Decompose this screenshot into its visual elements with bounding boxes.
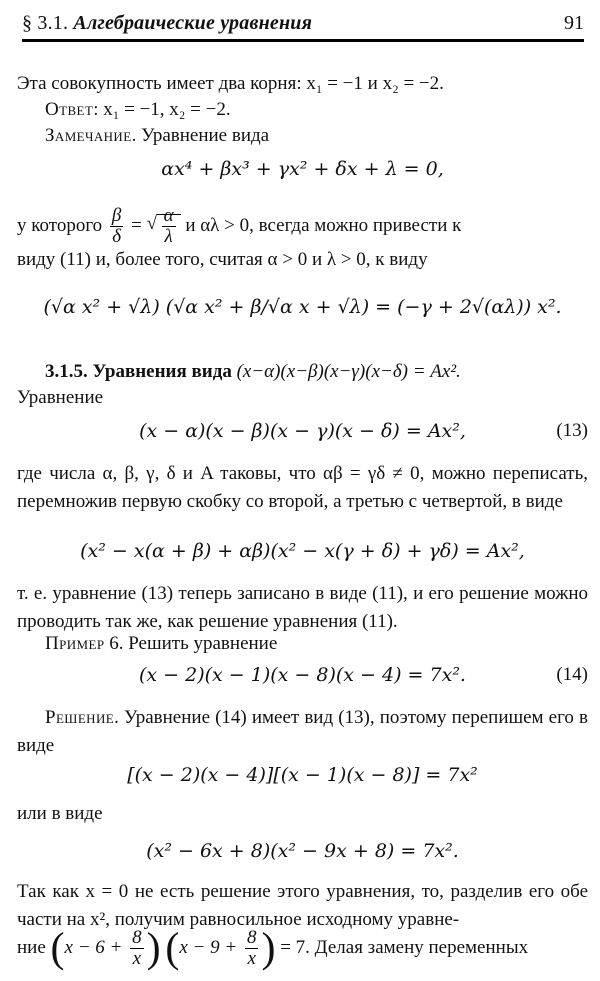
equation-14 — [17, 664, 588, 686]
paragraph-roots — [17, 70, 588, 98]
fraction-denominator: x — [247, 948, 256, 970]
condition-line — [17, 206, 588, 247]
example-text: 6. Решить уравнение — [104, 633, 278, 654]
equation-rewrite — [17, 540, 588, 562]
equation-intro-text: Уравнение — [17, 387, 104, 408]
last-text-b: = 7. Делая замену переменных — [280, 937, 529, 958]
fraction-denominator: δ — [112, 226, 122, 248]
equation-or — [17, 840, 588, 862]
equation-13-number: (13) — [556, 420, 588, 441]
equation-square-brackets-text: [(x − 2)(x − 4)][(x − 1)(x − 8)] = 7x² — [127, 764, 478, 786]
fraction-alpha-lambda — [162, 206, 176, 247]
last-line — [17, 924, 588, 972]
remark-text: . Уравнение вида — [131, 125, 270, 146]
equation-or-text: (x² − 6x + 8)(x² − 9x + 8) = 7x². — [146, 840, 459, 862]
equation-13 — [17, 420, 588, 442]
solution-text: . Уравнение (14) имеет вид (13), поэтому перепишем его в виде — [17, 707, 588, 756]
remark-label: Замечание — [45, 125, 132, 146]
right-paren-1: ) — [146, 925, 161, 972]
fraction-beta-delta — [110, 206, 123, 247]
example-label: Пример — [45, 633, 105, 654]
equation-rewrite-text: (x² − x(α + β) + αβ)(x² − x(γ + δ) + γδ) = Ax², — [80, 540, 525, 562]
fraction-numerator: β — [111, 205, 122, 227]
equals-sign: = — [131, 215, 142, 236]
since-text: Так как x = 0 не есть решение этого уравнения, то, разделив его обе части на x², получим равносильное исходному уравне- — [17, 881, 588, 930]
fraction-numerator: 8 — [246, 927, 257, 949]
paragraph-te — [17, 580, 588, 636]
answer-text: : x₁ = −1, x₂ = −2. — [93, 99, 231, 120]
page-number: 91 — [564, 12, 584, 34]
fraction-8-x-2 — [245, 928, 259, 969]
or-line — [17, 800, 588, 828]
te-text: т. е. уравнение (13) теперь записано в виде (11), и его решение можно проводить так же, как решение уравнения (11). — [17, 583, 588, 632]
subsection-formula: (x−α)(x−β)(x−γ)(x−δ) = Ax². — [236, 361, 461, 382]
fraction-denominator: λ — [164, 226, 173, 248]
condition-text-a: у которого — [17, 215, 103, 236]
subsection-number: 3.1.5. — [45, 361, 88, 382]
paragraph-where — [17, 460, 588, 516]
right-paren-2: ) — [261, 925, 276, 972]
left-paren-2: ( — [165, 925, 180, 972]
roots-text: Эта совокупность имеет два корня: x₁ = −1 и x₂ = −2. — [17, 73, 444, 94]
subsection-heading — [17, 358, 588, 386]
solution-paragraph — [17, 704, 588, 760]
condition-text-b: и αλ > 0, всегда можно привести к — [185, 215, 462, 236]
equation-form — [17, 296, 588, 318]
solution-label: Решение — [45, 707, 115, 728]
answer-label: Ответ — [45, 99, 94, 120]
condition-text-c: виду (11) и, более того, считая α > 0 и λ > 0, к виду — [17, 249, 428, 270]
equation-square-brackets — [17, 764, 588, 786]
equation-remark-text: αx⁴ + βx³ + γx² + δx + λ = 0, — [161, 158, 444, 180]
sqrt-fraction — [147, 206, 181, 247]
equation-14-number: (14) — [556, 664, 588, 685]
header-section-title: Алгебраические уравнения — [73, 12, 313, 34]
header-section-number: § 3.1. — [22, 12, 69, 34]
condition-line-2 — [17, 246, 588, 274]
last-text-a: ние — [17, 937, 46, 958]
remark-line — [17, 122, 588, 150]
left-paren-1: ( — [50, 925, 65, 972]
subsection-title: Уравнения вида — [92, 361, 232, 382]
fraction-numerator: √ α — [163, 205, 174, 227]
or-text: или в виде — [17, 803, 103, 824]
answer-line — [17, 96, 588, 124]
equation-14-text: (x − 2)(x − 1)(x − 8)(x − 4) = 7x². — [139, 664, 466, 686]
equation-form-text: (√α x² + √λ) (√α x² + β/√α x + √λ) = (−γ + 2√(αλ)) x². — [43, 296, 562, 318]
fraction-denominator: x — [132, 948, 142, 970]
equation-13-text: (x − α)(x − β)(x − γ)(x − δ) = Ax², — [139, 420, 466, 442]
equation-intro — [17, 384, 588, 412]
header-section — [22, 12, 312, 35]
fraction-numerator: 8 — [132, 927, 142, 949]
fraction-8-x-1 — [130, 928, 144, 969]
last-expression-1: x − 6 + — [64, 937, 123, 958]
where-text: где числа α, β, γ, δ и A таковы, что αβ = γδ ≠ 0, можно переписать, перемножив первую скобку со второй, а третью с четвертой, в виде — [17, 463, 588, 512]
example-line — [17, 630, 588, 658]
running-header — [22, 8, 584, 42]
last-expression-2: x − 9 + — [179, 937, 238, 958]
equation-remark — [17, 158, 588, 180]
